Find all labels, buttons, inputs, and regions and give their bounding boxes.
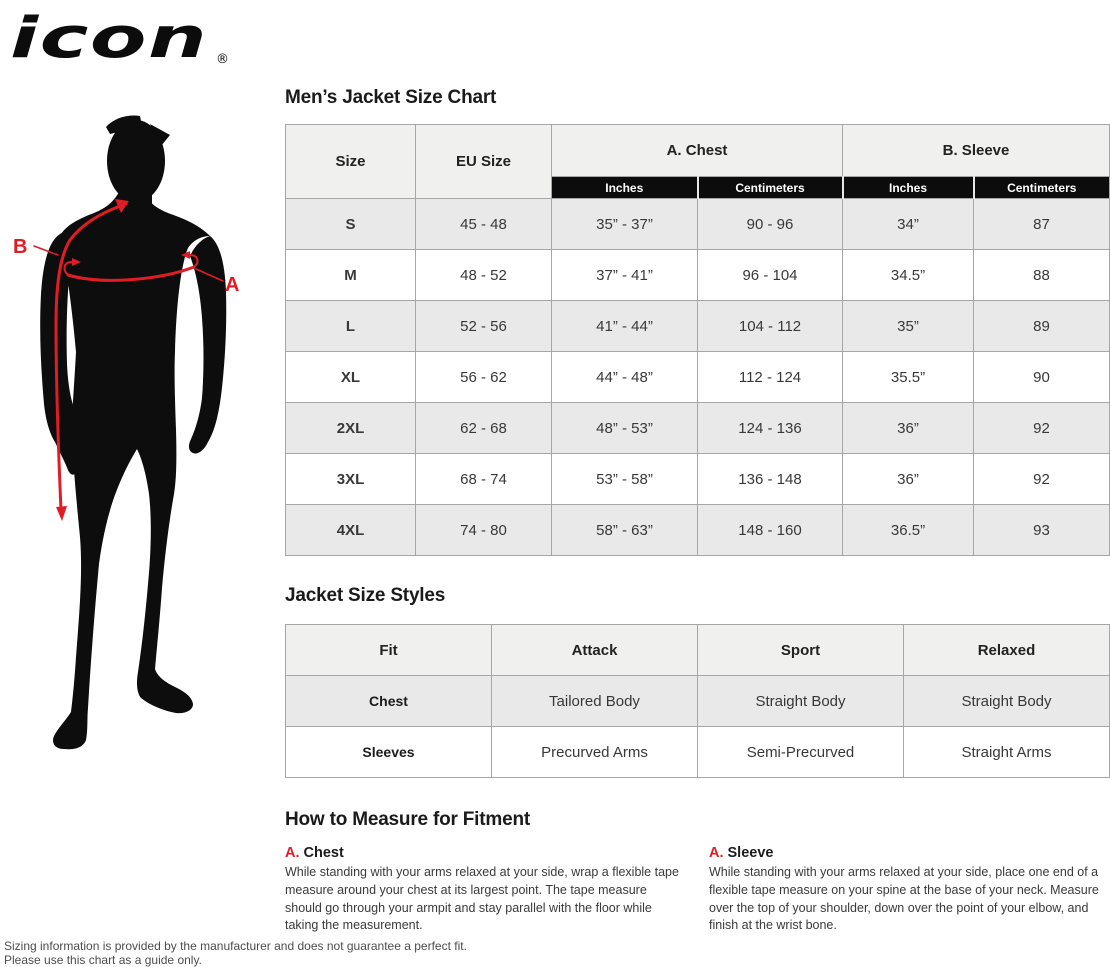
- chest-label-a: A: [225, 274, 240, 296]
- cell-eu: 48 - 52: [416, 250, 552, 301]
- subheader-sleeve-centimeters: Centimeters: [974, 177, 1110, 199]
- cell-size: XL: [286, 352, 416, 403]
- subheader-chest-centimeters: Centimeters: [698, 177, 843, 199]
- cell-sleeve-cm: 90: [974, 352, 1110, 403]
- sleeve-label-b: B: [13, 236, 28, 258]
- measure-instructions: [285, 845, 1109, 935]
- cell-sleeve-cm: 92: [974, 403, 1110, 454]
- cell-sleeve-in: 36”: [843, 454, 974, 505]
- cell-chest-cm: 112 - 124: [698, 352, 843, 403]
- cell-attack: Precurved Arms: [492, 727, 698, 778]
- column-header-relaxed: Relaxed: [904, 625, 1110, 676]
- measure-text: While standing with your arms relaxed at your side, place one end of a flexible tape measure on your spine at the base of your neck. Measure over the top of your shoulder, down over the point of your elbow, and finish at the wrist bone.: [709, 865, 1099, 933]
- cell-size: L: [286, 301, 416, 352]
- cell-chest-in: 37” - 41”: [552, 250, 698, 301]
- cell-size: 3XL: [286, 454, 416, 505]
- size-chart-title: Men’s Jacket Size Chart: [285, 87, 497, 108]
- measure-letter: A.: [285, 845, 300, 861]
- styles-row-sleeves: [286, 727, 1110, 778]
- cell-eu: 68 - 74: [416, 454, 552, 505]
- cell-sleeve-cm: 88: [974, 250, 1110, 301]
- measure-item-heading: [285, 845, 685, 861]
- size-row-m: [286, 250, 1110, 301]
- cell-eu: 74 - 80: [416, 505, 552, 556]
- cell-size: M: [286, 250, 416, 301]
- cell-chest-in: 35” - 37”: [552, 199, 698, 250]
- cell-size: S: [286, 199, 416, 250]
- cell-sport: Semi-Precurved: [698, 727, 904, 778]
- size-row-s: [286, 199, 1110, 250]
- size-row-2xl: [286, 403, 1110, 454]
- cell-sport: Straight Body: [698, 676, 904, 727]
- styles-header-row: [286, 625, 1110, 676]
- group-header-row: [286, 125, 1110, 177]
- styles-row-chest: [286, 676, 1110, 727]
- jacket-styles-table: [285, 624, 1110, 778]
- cell-sleeve-in: 35.5”: [843, 352, 974, 403]
- logo-wordmark: icon: [10, 6, 208, 71]
- column-header-sleeve-group: B. Sleeve: [843, 125, 1110, 177]
- icon-brand-logo: [6, 3, 246, 73]
- size-row-4xl: [286, 505, 1110, 556]
- column-header-attack: Attack: [492, 625, 698, 676]
- cell-sleeve-cm: 92: [974, 454, 1110, 505]
- cell-chest-cm: 90 - 96: [698, 199, 843, 250]
- cell-sleeve-cm: 89: [974, 301, 1110, 352]
- body-measurement-diagram: [10, 112, 270, 757]
- size-row-xl: [286, 352, 1110, 403]
- cell-chest-in: 58” - 63”: [552, 505, 698, 556]
- cell-row-label: Sleeves: [286, 727, 492, 778]
- column-header-sport: Sport: [698, 625, 904, 676]
- cell-row-label: Chest: [286, 676, 492, 727]
- cell-chest-in: 48” - 53”: [552, 403, 698, 454]
- cell-chest-cm: 124 - 136: [698, 403, 843, 454]
- measure-name: Sleeve: [727, 845, 774, 861]
- cell-size: 2XL: [286, 403, 416, 454]
- cell-sleeve-in: 34”: [843, 199, 974, 250]
- cell-relaxed: Straight Body: [904, 676, 1110, 727]
- measure-section-title: How to Measure for Fitment: [285, 809, 530, 830]
- cell-eu: 45 - 48: [416, 199, 552, 250]
- cell-sleeve-in: 34.5”: [843, 250, 974, 301]
- cell-sleeve-in: 36”: [843, 403, 974, 454]
- cell-chest-cm: 148 - 160: [698, 505, 843, 556]
- cell-sleeve-cm: 93: [974, 505, 1110, 556]
- cell-chest-in: 53” - 58”: [552, 454, 698, 505]
- disclaimer: [4, 939, 467, 967]
- measure-text: While standing with your arms relaxed at your side, wrap a flexible tape measure around your chest at its largest point. The tape measure should go through your armpit and stay parallel with the floor while taking the measurement.: [285, 865, 679, 933]
- cell-eu: 52 - 56: [416, 301, 552, 352]
- cell-relaxed: Straight Arms: [904, 727, 1110, 778]
- cell-attack: Tailored Body: [492, 676, 698, 727]
- cell-chest-cm: 104 - 112: [698, 301, 843, 352]
- measure-item-chest: [285, 845, 685, 935]
- cell-size: 4XL: [286, 505, 416, 556]
- size-row-3xl: [286, 454, 1110, 505]
- subheader-chest-inches: Inches: [552, 177, 698, 199]
- measure-letter: A.: [709, 845, 724, 861]
- cell-eu: 62 - 68: [416, 403, 552, 454]
- column-header-size: Size: [286, 125, 416, 199]
- column-header-chest-group: A. Chest: [552, 125, 843, 177]
- column-header-fit: Fit: [286, 625, 492, 676]
- size-chart-table: [285, 124, 1110, 556]
- size-row-l: [286, 301, 1110, 352]
- cell-sleeve-cm: 87: [974, 199, 1110, 250]
- cell-chest-cm: 136 - 148: [698, 454, 843, 505]
- measure-item-heading: [709, 845, 1109, 861]
- styles-table-title: Jacket Size Styles: [285, 585, 446, 606]
- column-header-eu-size: EU Size: [416, 125, 552, 199]
- cell-chest-in: 44” - 48”: [552, 352, 698, 403]
- male-silhouette: [40, 115, 226, 749]
- cell-chest-in: 41” - 44”: [552, 301, 698, 352]
- disclaimer-line-1: Sizing information is provided by the manufacturer and does not guarantee a perfect fit.: [4, 939, 467, 953]
- disclaimer-line-2: Please use this chart as a guide only.: [4, 953, 202, 967]
- measure-item-sleeve: [709, 845, 1109, 935]
- cell-chest-cm: 96 - 104: [698, 250, 843, 301]
- registered-mark-icon: ®: [216, 52, 229, 67]
- cell-sleeve-in: 35”: [843, 301, 974, 352]
- measure-name: Chest: [303, 845, 344, 861]
- cell-eu: 56 - 62: [416, 352, 552, 403]
- subheader-sleeve-inches: Inches: [843, 177, 974, 199]
- cell-sleeve-in: 36.5”: [843, 505, 974, 556]
